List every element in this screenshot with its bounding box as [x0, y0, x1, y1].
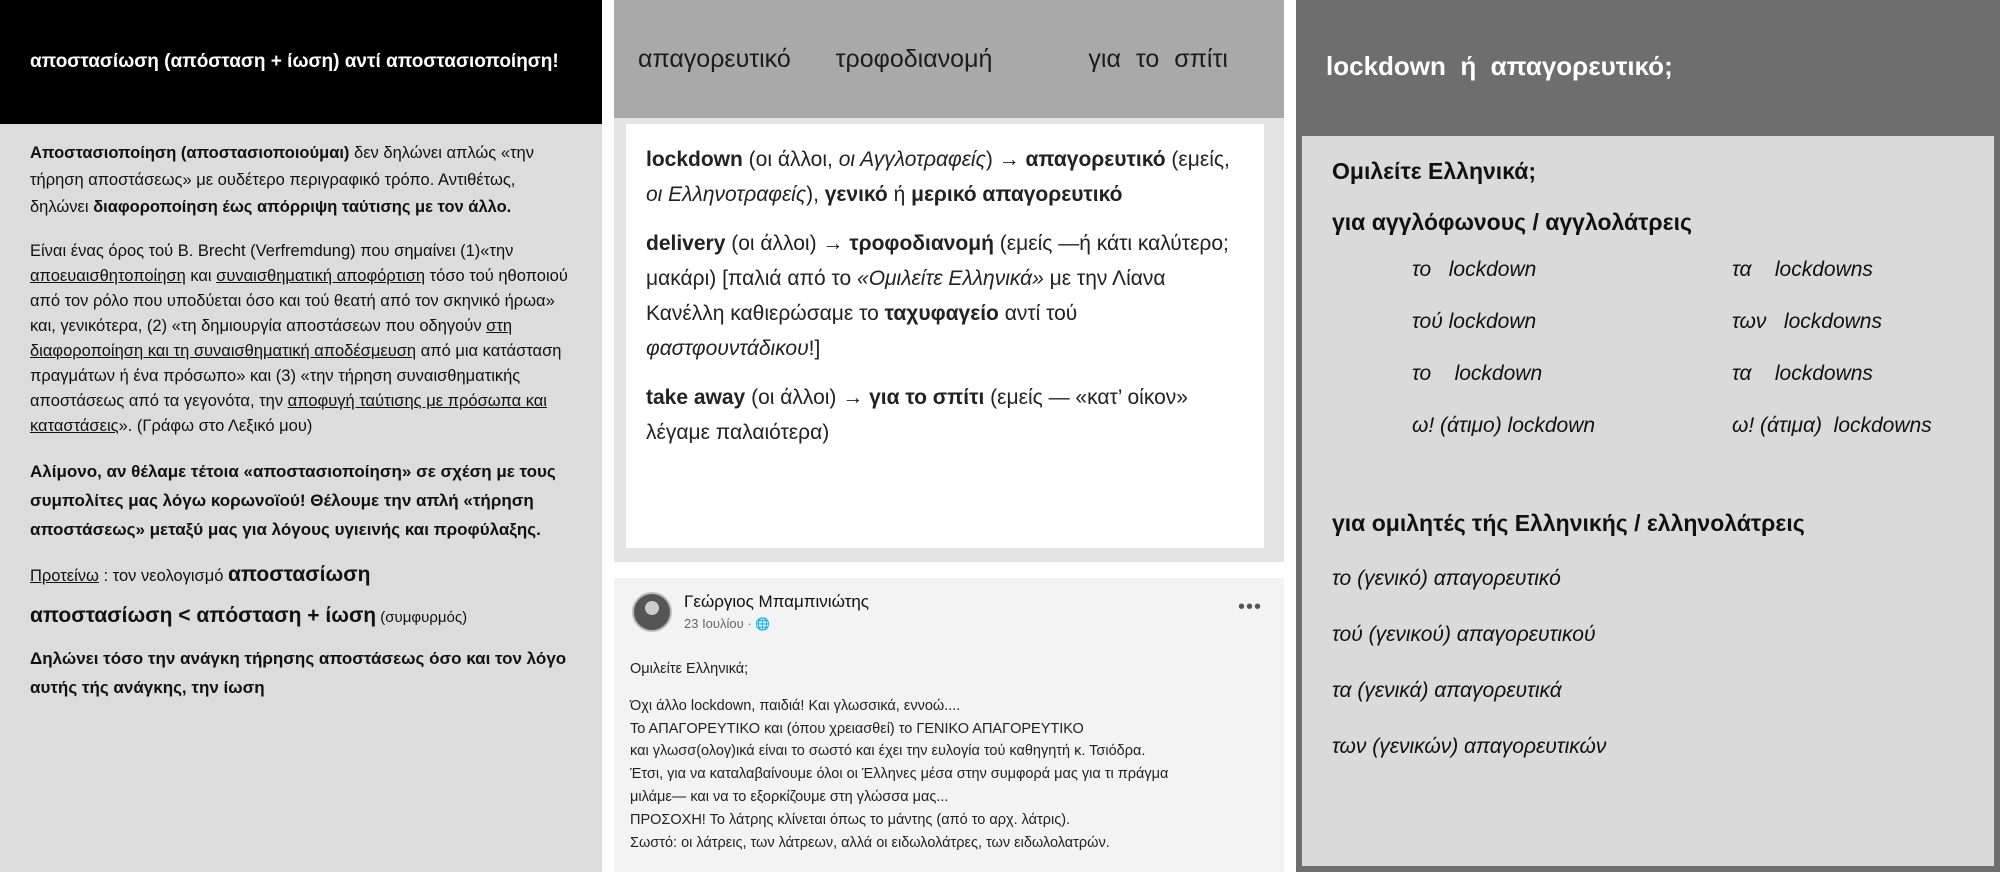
entry-take-away	[646, 380, 1248, 450]
text: ),	[806, 183, 825, 206]
panel-terms	[614, 0, 1284, 562]
panel4-heading-3: για ομιλητές τής Ελληνικής / ελληνολάτρεις	[1332, 510, 1805, 536]
greek-form: τα (γενικά) απαγορευτικά	[1332, 679, 1562, 702]
text-italic: φαστφουντάδικου	[646, 337, 809, 360]
text: και	[185, 267, 217, 285]
plural-form: ω! (άτιμα) lockdowns	[1732, 414, 1932, 437]
panel4-body	[1302, 136, 1994, 866]
underlined-text: συναισθηματική αποφόρτιση	[216, 267, 426, 285]
entry-lockdown	[646, 142, 1248, 212]
avatar[interactable]	[632, 592, 672, 632]
greek-form: το (γενικό) απαγορευτικό	[1332, 567, 1561, 590]
text: Είναι ένας όρος τού B. Brecht (Verfremdung) που σημαίνει (1)«την	[30, 242, 514, 260]
underlined-text: αποφυγή ταύτισης με πρόσωπα και καταστάσεις	[30, 392, 547, 435]
singular-form: το lockdown	[1412, 258, 1537, 281]
text: δεν δηλώνει απλώς «την τήρηση αποστάσεως» με ουδέτερο περιγραφικό τρόπο. Αντιθέτως, δηλώνει	[30, 144, 534, 216]
panel2-header	[614, 0, 1284, 118]
underlined-text: αποευαισθητοποίηση	[30, 267, 186, 285]
post-line: και γλωσσ(ολογ)ικά είναι το σωστό και έχει την ευλογία τού καθηγητή κ. Τσιόδρα.	[630, 743, 1146, 760]
post-line: Το ΑΠΑΓΟΡΕΥΤΙΚΟ και (όπου χρειασθεί) το ΓΕΝΙΚΟ ΑΠΑΓΟΡΕΥΤΙΚΟ	[630, 720, 1084, 737]
text: από μια κατάσταση πραγμάτων ή ένα πρόσωπο» και (3) «την τήρηση συναισθηματικής αποστάσεως από τα γεγονότα, την	[30, 342, 562, 410]
post-line: Ομιλείτε Ελληνικά;	[630, 661, 749, 677]
term-bold: take away	[646, 386, 746, 409]
declension-row	[1332, 414, 1994, 466]
panel-lockdown-declension	[1296, 0, 2000, 872]
text: (οι άλλοι)	[745, 386, 843, 409]
post-date-text[interactable]: 23 Ιουλίου ·	[684, 616, 756, 631]
plural-form: τα lockdowns	[1732, 258, 1873, 281]
post-date[interactable]	[684, 616, 770, 631]
text-italic: οι Ελληνοτραφείς	[646, 183, 807, 206]
header-word: για το σπίτι	[1088, 44, 1228, 73]
panel4-heading-1: Ομιλείτε Ελληνικά;	[1332, 158, 1537, 184]
text: ή	[887, 183, 912, 206]
panel-apostasiosi	[0, 0, 602, 872]
post-line: Έτσι, για να καταλαβαίνουμε όλοι οι Έλληνες μέσα στην συμφορά μας για τι πράγμα	[630, 766, 1169, 783]
panel1-paragraph-1	[30, 140, 572, 221]
text: !]	[808, 337, 821, 360]
underlined-text: στη διαφοροποίηση και τη συναισθηματική αποδέσμευση	[30, 317, 513, 360]
term-bold: διαφοροποίηση έως απόρριψη ταύτισης με τον άλλο.	[93, 198, 512, 216]
post-line: ΠΡΟΣΟΧΗ! Το λάτρης κλίνεται όπως το μάντης (από το αρχ. λάτρις).	[630, 811, 1071, 828]
term-bold: Αποστασιοποίηση (αποστασιοποιούμαι)	[30, 144, 350, 162]
text: ». (Γράφω στο Λεξικό μου)	[118, 417, 313, 435]
plural-form: τα lockdowns	[1732, 362, 1873, 385]
text: (οι άλλοι,	[742, 148, 839, 171]
panel4-heading-2: για αγγλόφωνους / αγγλολάτρεις	[1332, 209, 1692, 235]
panel1-paragraph-2	[30, 239, 572, 439]
post-line: Σωστό: οι λάτρεις, των λάτρεων, αλλά οι ειδωλολάτρες, των ειδωλολατρών.	[630, 834, 1110, 851]
text-italic: οι Αγγλοτραφείς	[838, 148, 986, 171]
post-line: μιλάμε— και να το εξορκίζουμε στη γλώσσα μας...	[630, 788, 949, 805]
formula-text: αποστασίωση < απόσταση + ίωση	[30, 604, 377, 627]
greek-form: τού (γενικού) απαγορευτικού	[1332, 623, 1596, 646]
singular-form: ω! (άτιμο) lockdown	[1412, 414, 1596, 437]
panel1-paragraph-4: Δηλώνει τόσο την ανάγκη τήρησης αποστάσεως όσο και τον λόγο αυτής τής ανάγκης, την ίωση	[30, 649, 567, 697]
entry-delivery	[646, 226, 1248, 366]
declension-row	[1332, 310, 1994, 362]
text: (οι άλλοι) →	[725, 232, 850, 255]
text: (εμείς — «κατ’ οίκον» λέγαμε παλαιότερα)	[646, 386, 1188, 444]
header-word: απαγορευτικό	[638, 44, 791, 73]
singular-form: τού lockdown	[1412, 310, 1537, 333]
text: (συμφυρμός)	[376, 609, 468, 626]
panel1-propose	[30, 562, 572, 589]
plural-form: των lockdowns	[1732, 310, 1882, 333]
text: ) →	[985, 148, 1026, 171]
term-bold: → για το σπίτι	[842, 386, 985, 409]
text: : τον νεολογισμό	[98, 567, 228, 585]
text: (εμείς —ή κάτι καλύτερο; μακάρι) [παλιά από το	[646, 232, 1229, 290]
term-bold: μερικό απαγορευτικό	[911, 183, 1123, 206]
term-bold: ταχυφαγείο	[884, 302, 999, 325]
text: (εμείς,	[1165, 148, 1230, 171]
term-bold: απαγορευτικό	[1025, 148, 1166, 171]
text: αντί τού	[998, 302, 1078, 325]
more-options-icon[interactable]: •••	[1237, 596, 1262, 618]
panel4-header: lockdown ή απαγορευτικό;	[1326, 50, 1673, 81]
panel1-formula	[30, 603, 572, 630]
facebook-post	[614, 578, 1284, 872]
text: τόσο τού ηθοποιού από τον ρόλο που υποδύεται όσο και τού θεατή από τον σκηνικό ήρωα» και, γενικότερα, (2) «τη δημιουργία αποστάσεων που οδηγούν	[30, 267, 568, 335]
declension-row	[1332, 362, 1994, 414]
globe-icon: 🌐	[755, 617, 771, 631]
declension-row	[1332, 258, 1994, 310]
text: με την Λίανα Κανέλλη καθιερώσαμε το	[646, 267, 1166, 325]
post-line: Όχι άλλο lockdown, παιδιά! Και γλωσσικά, εννοώ....	[630, 697, 961, 714]
post-line-gap	[630, 681, 1270, 695]
header-word: τροφοδιανομή	[835, 44, 993, 73]
panel2-card	[626, 124, 1264, 548]
panel1-body	[0, 124, 602, 702]
underlined-text: Προτείνω	[30, 567, 99, 585]
text-italic: «Ομιλείτε Ελληνικά»	[857, 267, 1044, 290]
greek-form: των (γενικών) απαγορευτικών	[1332, 735, 1607, 758]
post-author[interactable]: Γεώργιος Μπαμπινιώτης	[684, 592, 869, 611]
term-bold: lockdown	[646, 148, 743, 171]
post-text	[630, 658, 1270, 854]
term-bold: delivery	[646, 232, 726, 255]
panel1-paragraph-3: Αλίμονο, αν θέλαμε τέτοια «αποστασιοποίηση» σε σχέση με τους συμπολίτες μας λόγω κορωνοϊού! Θέλουμε την απλή «τήρηση αποστάσεως» μεταξύ μας για λόγους υγιεινής και προφύλαξης.	[30, 462, 556, 539]
term-bold: τροφοδιανομή	[849, 232, 994, 255]
neologism: αποστασίωση	[227, 563, 371, 586]
term-bold: γενικό	[824, 183, 888, 206]
panel1-header: αποστασίωση (απόσταση + ίωση) αντί αποστασιοποίηση!	[0, 0, 602, 124]
singular-form: το lockdown	[1412, 362, 1543, 385]
